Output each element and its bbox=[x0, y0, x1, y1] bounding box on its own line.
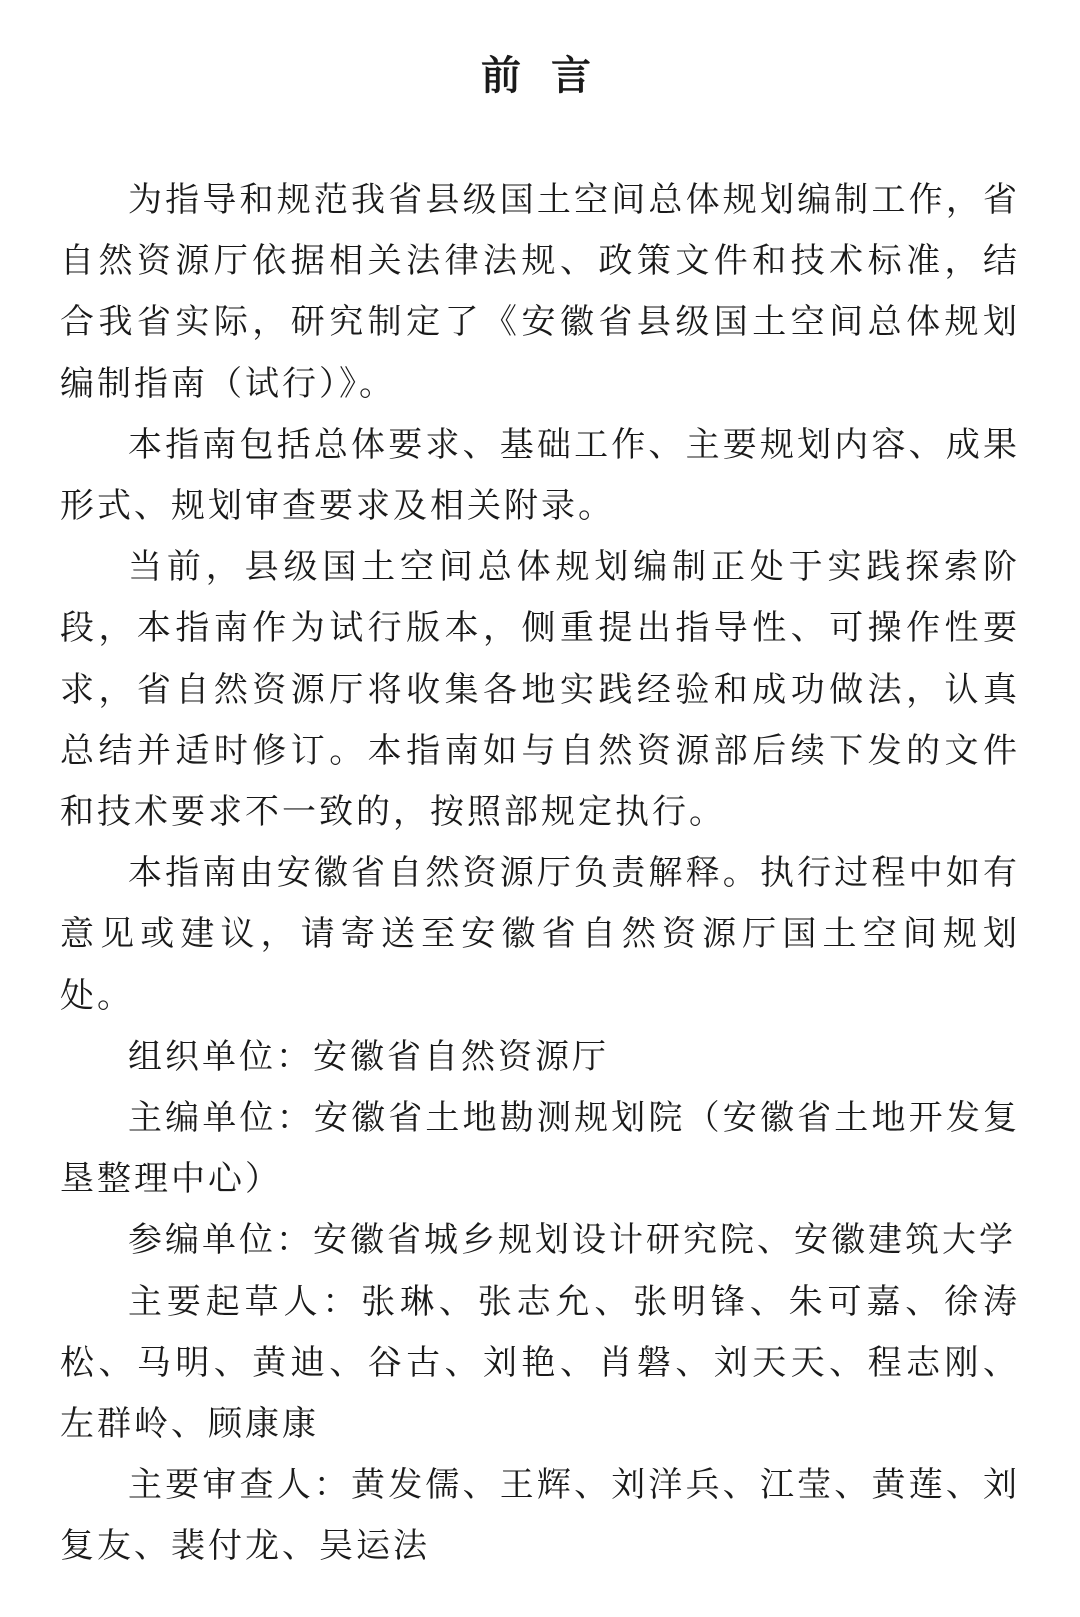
paragraph-co-editors: 参编单位：安徽省城乡规划设计研究院、安徽建筑大学 bbox=[128, 1220, 1016, 1261]
document-body bbox=[60, 170, 1020, 1578]
paragraph-chief-editor: 主编单位：安徽省土地勘测规划院（安徽省土地开发复垦整理中心） bbox=[60, 1098, 1020, 1200]
paragraph-drafters: 主要起草人：张琳、张志允、张明锋、朱可嘉、徐涛松、马明、黄迪、谷古、刘艳、肖磐、刘天天、程志刚、左群岭、顾康康 bbox=[60, 1281, 1020, 1445]
paragraph-purpose: 为指导和规范我省县级国土空间总体规划编制工作，省自然资源厅依据相关法律法规、政策文件和技术标准，结合我省实际，研究制定了《安徽省县级国土空间总体规划编制指南（试行）》。 bbox=[60, 180, 1020, 404]
paragraph-trial-version: 当前，县级国土空间总体规划编制正处于实践探索阶段，本指南作为试行版本，侧重提出指导性、可操作性要求，省自然资源厅将收集各地实践经验和成功做法，认真总结并适时修订。本指南如与自然资源部后续下发的文件和技术要求不一致的，按照部规定执行。 bbox=[60, 547, 1020, 833]
paragraph-reviewers: 主要审查人：黄发儒、王辉、刘洋兵、江莹、黄莲、刘复友、裴付龙、吴运法 bbox=[60, 1465, 1020, 1567]
page-title: 前 言 bbox=[481, 53, 599, 99]
paragraph-organizer: 组织单位：安徽省自然资源厅 bbox=[128, 1036, 609, 1077]
paragraph-interpretation: 本指南由安徽省自然资源厅负责解释。执行过程中如有意见或建议，请寄送至安徽省自然资源厅国土空间规划处。 bbox=[60, 853, 1020, 1016]
paragraph-contents: 本指南包括总体要求、基础工作、主要规划内容、成果形式、规划审查要求及相关附录。 bbox=[60, 424, 1020, 527]
